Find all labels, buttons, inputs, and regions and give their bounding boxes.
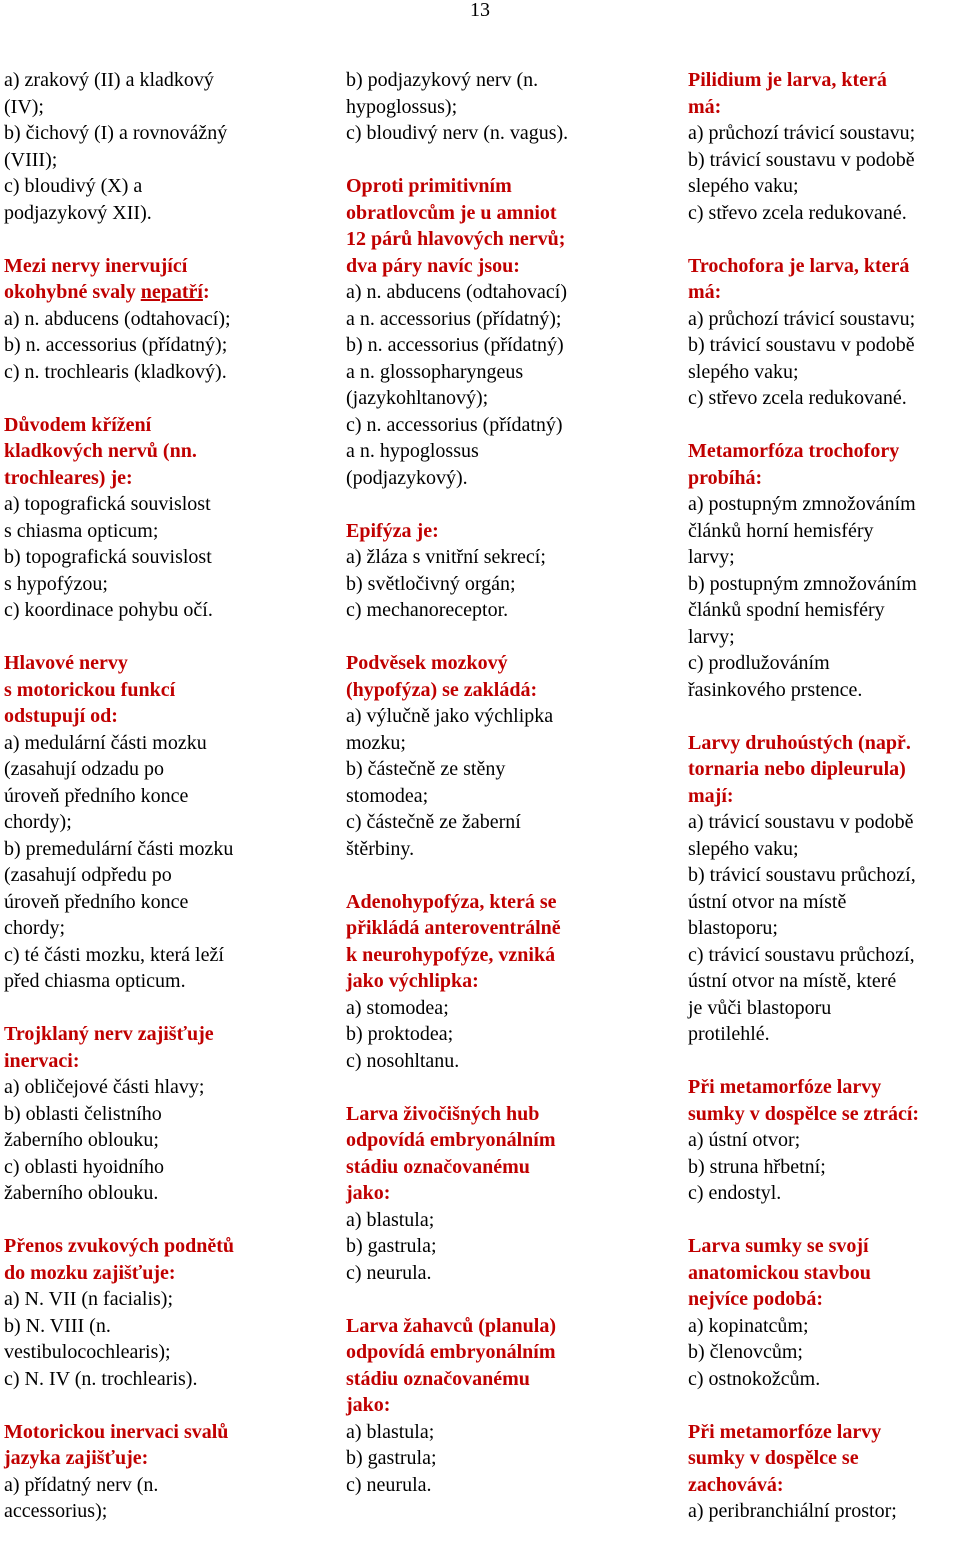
answer-option [4,491,334,544]
answer-line: c) bloudivý nerv (n. vagus). [346,122,569,144]
answer-line: c) nosohltanu. [346,1049,460,1072]
question-block [346,889,676,1075]
question-title-line: s motorickou funkcí [4,678,176,701]
answer-line: b) topografická souvislost [4,546,212,568]
answer-line: a) trávicí soustavu v podobě [688,811,914,833]
answer-option [346,332,676,412]
answer-line: c) prodlužováním [688,652,830,674]
question-title-line: jako výchlipka: [346,970,479,992]
answer-line: slepého vaku; [688,837,799,860]
answer-line: b) postupným zmnožováním [688,572,917,595]
question-title-line: tornaria nebo dipleurula) [688,758,906,780]
answer-option [688,862,960,942]
answer-option [4,67,334,120]
question-title [688,1233,960,1313]
answer-option [346,1021,676,1048]
question-title-line: stádiu označovanému [346,1367,530,1390]
answer-line: b) členovcům; [688,1341,803,1363]
answer-line: řasinkového prstence. [688,678,863,701]
answer-line: c) mechanoreceptor. [346,599,509,621]
answer-line: a) přídatný nerv (n. [4,1473,159,1496]
question-block [4,650,334,995]
answer-option [688,385,960,412]
answer-line: a) ústní otvor; [688,1129,801,1151]
answer-line: c) neurula. [346,1473,432,1496]
question-title-line: odpovídá embryonálním [346,1129,556,1151]
answer-option [4,173,334,226]
answer-line: c) částečně ze žaberní [346,811,521,833]
answer-option [346,1207,676,1234]
answer-line: slepého vaku; [688,175,799,197]
answer-option [4,730,334,836]
answer-line: (podjazykový). [346,466,468,489]
answer-option [4,332,334,359]
answer-option [346,1445,676,1472]
answer-option [4,1472,334,1525]
answer-line: úroveň předního konce [4,890,189,913]
answer-line: c) endostyl. [688,1182,782,1204]
answer-option [4,359,334,386]
question-title-line: Larvy druhoústých (např. [688,731,911,754]
question-block [346,1313,676,1499]
question-block [346,67,676,147]
answer-line: a n. accessorius (přídatný); [346,307,562,330]
answer-line: b) n. accessorius (přídatný); [4,334,228,356]
answer-line: protilehlé. [688,1023,770,1045]
question-title-line: odpovídá embryonálním [346,1341,556,1363]
answer-line: c) střevo zcela redukované. [688,387,907,409]
answer-option [4,1313,334,1366]
answer-line: je vůči blastoporu [688,996,832,1019]
question-block [688,253,960,412]
answer-line: c) té části mozku, která leží [4,943,224,966]
page-number: 13 [470,0,490,21]
answer-line: b) oblasti čelistního [4,1102,162,1125]
answer-line: a) blastula; [346,1420,435,1443]
question-title-line: Mezi nervy inervující [4,254,188,277]
question-title-line: Larva živočišných hub [346,1102,540,1125]
question-title [346,173,676,279]
answer-line: c) bloudivý (X) a [4,175,143,197]
answer-line: článků horní hemisféry [688,519,874,542]
underlined-word: nepatří [140,281,203,303]
question-title-line: má: [688,281,722,303]
question-title-line: anatomickou stavbou [688,1261,871,1284]
answer-option [4,1366,334,1393]
question-title [688,1419,960,1499]
answer-option [346,1419,676,1446]
question-title-line: okohybné svaly nepatří: [4,281,210,303]
question-title [4,412,334,492]
question-title-line: Při metamorfóze larvy [688,1076,882,1098]
answer-option [688,200,960,227]
answer-line: podjazykový XII). [4,201,152,224]
question-title-line: nejvíce podobá: [688,1288,823,1310]
answer-line: c) trávicí soustavu průchozí, [688,943,915,966]
answer-line: a) n. abducens (odtahovací) [346,281,568,303]
question-title [4,253,334,306]
answer-option [4,1154,334,1207]
answer-line: a) průchozí trávicí soustavu; [688,122,916,144]
answer-line: chordy; [4,917,66,939]
answer-line: ústní otvor na místě [688,890,847,913]
question-title [688,253,960,306]
answer-line: a) peribranchiální prostor; [688,1500,897,1522]
answer-option [346,279,676,332]
answer-line: accessorius); [4,1500,108,1522]
question-block [688,67,960,226]
answer-line: larvy; [688,625,735,648]
question-title-line: sumky v dospělce se ztrácí: [688,1102,920,1125]
answer-line: a n. hypoglossus [346,440,479,462]
question-title [346,650,676,703]
answer-line: b) čichový (I) a rovnovážný [4,122,228,144]
answer-line: a) stomodea; [346,996,449,1019]
answer-line: a) postupným zmnožováním [688,493,916,515]
question-title-line: Při metamorfóze larvy [688,1420,882,1443]
answer-line: b) podjazykový nerv (n. [346,69,539,91]
question-block [346,1101,676,1287]
answer-option [688,120,960,147]
answer-line: a n. glossopharyngeus [346,360,524,383]
question-block [4,412,334,624]
answer-option [346,1472,676,1499]
answer-line: a) n. abducens (odtahovací); [4,307,231,330]
answer-option [346,67,676,120]
answer-line: b) trávicí soustavu průchozí, [688,864,916,886]
question-title-line: inervaci: [4,1049,80,1072]
question-title-line: Motorickou inervaci svalů [4,1420,229,1443]
answer-line: a) zrakový (II) a kladkový [4,69,214,91]
question-title-line: Přenos zvukových podnětů [4,1235,235,1257]
answer-line: a) žláza s vnitřní sekrecí; [346,546,546,568]
answer-option [346,571,676,598]
question-block [688,1419,960,1525]
question-title [346,518,676,545]
question-title-line: kladkových nervů (nn. [4,440,197,462]
answer-line: a) výlučně jako výchlipka [346,705,554,727]
answer-line: b) světločivný orgán; [346,572,516,595]
answer-line: vestibulocochlearis); [4,1341,171,1363]
answer-option [688,1180,960,1207]
question-title-line: k neurohypofýze, vzniká [346,943,556,966]
answer-line: (jazykohltanový); [346,387,489,409]
answer-option [688,942,960,1048]
question-title-line: jako: [346,1182,391,1204]
question-block [4,253,334,386]
question-title-line: přikládá anteroventrálně [346,917,561,939]
answer-option [688,1366,960,1393]
question-title [4,1233,334,1286]
answer-option [346,1260,676,1287]
answer-line: chordy); [4,811,72,833]
answer-line: a) blastula; [346,1208,435,1231]
answer-line: mozku; [346,731,406,754]
answer-option [346,544,676,571]
answer-line: c) N. IV (n. trochlearis). [4,1367,198,1390]
answer-line: štěrbiny. [346,837,415,860]
question-title [688,438,960,491]
answer-option [688,650,960,703]
column-2 [346,67,676,1525]
answer-line: před chiasma opticum. [4,970,186,992]
question-title-line: Larva žahavců (planula) [346,1314,557,1337]
question-title-line: obratlovcům je u amniot [346,201,557,224]
question-title [346,1313,676,1419]
answer-line: článků spodní hemisféry [688,599,885,621]
answer-line: c) střevo zcela redukované. [688,201,907,224]
answer-option [4,1101,334,1154]
question-title [4,650,334,730]
question-title [688,67,960,120]
answer-line: b) gastrula; [346,1235,437,1257]
answer-line: ústní otvor na místě, které [688,970,897,992]
answer-option [346,120,676,147]
answer-line: (zasahují odzadu po [4,758,164,780]
question-title-line: probíhá: [688,466,763,489]
question-title-line: Adenohypofýza, která se [346,890,557,913]
answer-line: b) struna hřbetní; [688,1155,826,1178]
answer-line: c) n. accessorius (přídatný) [346,413,563,436]
answer-line: c) n. trochlearis (kladkový). [4,360,227,383]
answer-option [688,147,960,200]
answer-option [688,1154,960,1181]
question-title-line: dva páry navíc jsou: [346,254,520,277]
question-title [4,1419,334,1472]
question-title [688,1074,960,1127]
answer-option [346,809,676,862]
answer-line: a) průchozí trávicí soustavu; [688,307,916,330]
answer-option [346,756,676,809]
answer-option [346,1048,676,1075]
question-title-line: Podvěsek mozkový [346,652,508,674]
question-title-line: Epifýza je: [346,519,439,542]
question-title-line: má: [688,95,722,118]
answer-line: b) částečně ze stěny [346,758,506,780]
question-title-line: Oproti primitivním [346,175,512,197]
answer-option [346,412,676,492]
question-block [346,518,676,624]
question-title-line: jazyka zajišťuje: [4,1447,149,1469]
answer-line: s chiasma opticum; [4,519,159,542]
answer-option [4,1074,334,1101]
question-title [346,1101,676,1207]
answer-line: stomodea; [346,784,429,807]
column-1 [4,67,334,1551]
question-block [4,1419,334,1525]
answer-line: a) N. VII (n facialis); [4,1288,174,1310]
answer-line: slepého vaku; [688,360,799,383]
answer-option [688,1127,960,1154]
answer-line: a) topografická souvislost [4,493,211,515]
question-block [346,173,676,491]
question-block [346,650,676,862]
question-title-line: mají: [688,784,734,807]
answer-line: b) N. VIII (n. [4,1314,111,1337]
question-block [688,1233,960,1392]
answer-line: larvy; [688,546,735,568]
answer-line: (zasahují odpředu po [4,864,172,886]
question-title-line: odstupují od: [4,705,118,727]
question-block [4,1021,334,1207]
question-block [688,438,960,703]
answer-option [4,544,334,597]
answer-line: c) neurula. [346,1261,432,1284]
question-title-line: Trochofora je larva, která [688,254,910,277]
question-title [346,889,676,995]
answer-line: a) obličejové části hlavy; [4,1076,205,1098]
answer-line: s hypofýzou; [4,572,108,595]
answer-line: b) gastrula; [346,1447,437,1469]
answer-option [4,836,334,942]
answer-option [688,332,960,385]
question-block [688,1074,960,1207]
question-title-line: (hypofýza) se zakládá: [346,678,538,701]
answer-option [346,597,676,624]
answer-option [688,571,960,651]
answer-option [688,1339,960,1366]
answer-line: a) medulární části mozku [4,731,207,754]
question-title-line: sumky v dospělce se [688,1447,859,1469]
question-title-line: zachovává: [688,1473,784,1496]
question-title [688,730,960,810]
answer-option [4,1286,334,1313]
answer-line: žaberního oblouku; [4,1129,159,1151]
question-block [4,1233,334,1392]
answer-option [688,491,960,571]
answer-option [346,703,676,756]
answer-option [4,942,334,995]
answer-line: c) koordinace pohybu očí. [4,599,213,621]
answer-line: b) n. accessorius (přídatný) [346,334,564,356]
answer-option [688,306,960,333]
answer-option [688,1313,960,1340]
answer-line: a) kopinatcům; [688,1314,809,1337]
answer-line: b) trávicí soustavu v podobě [688,148,915,171]
answer-line: (VIII); [4,148,58,171]
answer-line: b) proktodea; [346,1023,454,1045]
answer-line: hypoglossus); [346,95,458,118]
question-title-line: Pilidium je larva, která [688,69,887,91]
question-title-line: Metamorfóza trochofory [688,440,900,462]
question-title-line: 12 párů hlavových nervů; [346,228,566,250]
answer-line: úroveň předního konce [4,784,189,807]
answer-line: blastoporu; [688,917,778,939]
answer-line: c) ostnokožcům. [688,1367,821,1390]
answer-option [4,597,334,624]
answer-option [346,1233,676,1260]
answer-line: žaberního oblouku. [4,1182,159,1204]
question-title-line: Trojklaný nerv zajišťuje [4,1023,214,1045]
question-title-line: Důvodem křížení [4,413,152,436]
answer-option [346,995,676,1022]
question-block [688,730,960,1048]
question-title-line: stádiu označovanému [346,1155,530,1178]
answer-option [4,120,334,173]
answer-option [688,809,960,862]
column-3 [688,67,960,1551]
question-title-line: do mozku zajišťuje: [4,1261,176,1284]
question-block [4,67,334,226]
question-title-line: Larva sumky se svojí [688,1235,869,1257]
question-title-line: Hlavové nervy [4,652,128,674]
question-title-line: trochleares) je: [4,466,133,489]
answer-option [688,1498,960,1525]
answer-option [4,306,334,333]
answer-line: b) trávicí soustavu v podobě [688,334,915,356]
question-title [4,1021,334,1074]
question-title-line: jako: [346,1394,391,1416]
answer-line: b) premedulární části mozku [4,837,234,860]
answer-line: c) oblasti hyoidního [4,1155,164,1178]
answer-line: (IV); [4,95,44,118]
